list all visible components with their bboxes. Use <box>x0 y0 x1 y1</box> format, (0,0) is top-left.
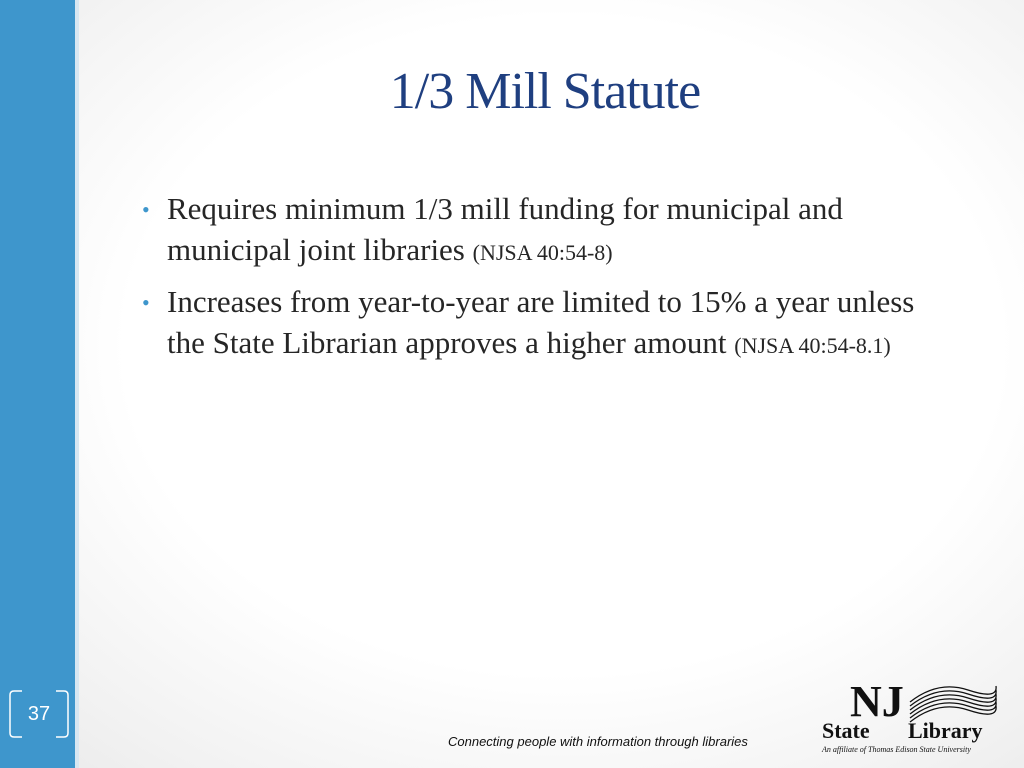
logo-library-text: Library <box>908 718 983 743</box>
logo-nj-text: NJ <box>850 677 904 726</box>
bullet-citation: (NJSA 40:54-8) <box>472 240 613 265</box>
sidebar-bar <box>0 0 75 768</box>
bullet-item <box>140 281 940 366</box>
bullet-text: Increases from year-to-year are limited to 15% a year unless the State Librarian approves a higher amount <box>167 284 915 360</box>
bullet-dot-icon: • <box>142 290 150 315</box>
bullet-text: Requires minimum 1/3 mill funding for municipal and municipal joint libraries <box>167 191 843 267</box>
bullet-citation: (NJSA 40:54-8.1) <box>734 333 891 358</box>
bullet-list <box>140 188 940 374</box>
flag-lines-icon <box>910 686 996 722</box>
sidebar-edge <box>75 0 79 768</box>
bullet-item <box>140 188 940 273</box>
footer-tagline: Connecting people with information through libraries <box>448 734 748 749</box>
logo-affiliate-text: An affiliate of Thomas Edison State University <box>822 745 971 754</box>
slide-title: 1/3 Mill Statute <box>389 63 701 120</box>
logo-state-text: State <box>822 718 870 743</box>
nj-state-library-logo <box>818 672 1008 760</box>
bullet-dot-icon: • <box>142 197 150 222</box>
slide-number: 37 <box>27 702 51 725</box>
